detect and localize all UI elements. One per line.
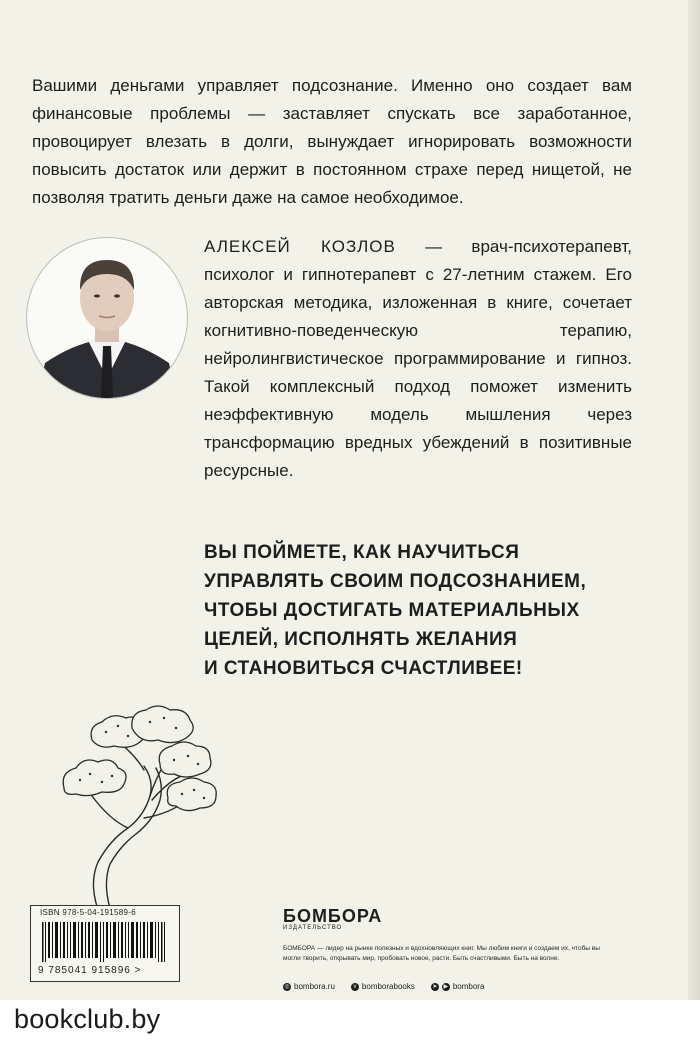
callout-line: ЧТОБЫ ДОСТИГАТЬ МАТЕРИАЛЬНЫХ <box>204 600 580 621</box>
author-portrait <box>26 237 188 399</box>
social-site-label: bombora.ru <box>294 982 335 991</box>
spine-edge <box>688 0 700 1043</box>
callout-line: УПРАВЛЯТЬ СВОИМ ПОДСОЗНАНИЕМ, <box>204 571 587 592</box>
isbn-label: ISBN 978-5-04-191589-6 <box>40 908 136 917</box>
social-vk <box>351 982 415 991</box>
author-name: АЛЕКСЕЙ КОЗЛОВ <box>204 237 396 256</box>
telegram-icon: ➤ <box>432 983 438 990</box>
barcode-image <box>42 922 166 962</box>
publisher-name: БОМБОРА <box>283 906 383 926</box>
author-bio <box>204 233 632 485</box>
social-other <box>431 982 485 991</box>
callout-block <box>204 538 644 683</box>
social-links <box>283 982 484 991</box>
watermark-bar <box>0 1000 700 1043</box>
publisher-subtitle: ИЗДАТЕЛЬСТВО <box>283 925 343 931</box>
vk-icon: v <box>351 983 359 991</box>
publisher-blurb: БОМБОРА — лидер на рынке полезных и вдохновляющих книг. Мы любим книги и создаем их, чтобы вы могли творить, открывать мир, пробовать новое, расти. Быть счастливыми. Быть на волне. <box>283 945 600 962</box>
barcode-digits: 9 785041 915896 > <box>38 965 142 976</box>
intro-paragraph: Вашими деньгами управляет подсознание. Именно оно создает вам финансовые проблемы — заставляет спускать все заработанное, провоцирует влезать в долги, вынуждает игнорировать возможности повысить достаток или держит в постоянном страхе перед нищетой, не позволяя тратить деньги даже на самое необходимое. <box>32 76 632 207</box>
social-vk-label: bomborabooks <box>361 982 415 991</box>
callout-line: ЦЕЛЕЙ, ИСПОЛНЯТЬ ЖЕЛАНИЯ <box>204 629 518 650</box>
callout-line: И СТАНОВИТЬСЯ СЧАСТЛИВЕЕ! <box>204 658 523 679</box>
bonsai-tree-illustration <box>40 700 230 915</box>
watermark-text: bookclub.by <box>14 1004 161 1034</box>
publisher-logo <box>283 906 382 931</box>
globe-icon: ◎ <box>284 983 290 990</box>
author-bio-text: — врач-психотерапевт, психолог и гипнотерапевт с 27-летним стажем. Его авторская методика, изложенная в книге, сочетает когнитивно-поведенческую терапию, нейролингвистическое программирование и гипноз. Такой комплексный подход поможет изменить неэффективную модель мышления через трансформацию вредных убеждений в позитивные ресурсные. <box>204 237 632 480</box>
callout-line: ВЫ ПОЙМЕТЕ, КАК НАУЧИТЬСЯ <box>204 542 520 563</box>
youtube-icon: ▶ <box>443 983 449 990</box>
social-site <box>283 982 335 991</box>
social-other-label: bombora <box>452 982 485 991</box>
